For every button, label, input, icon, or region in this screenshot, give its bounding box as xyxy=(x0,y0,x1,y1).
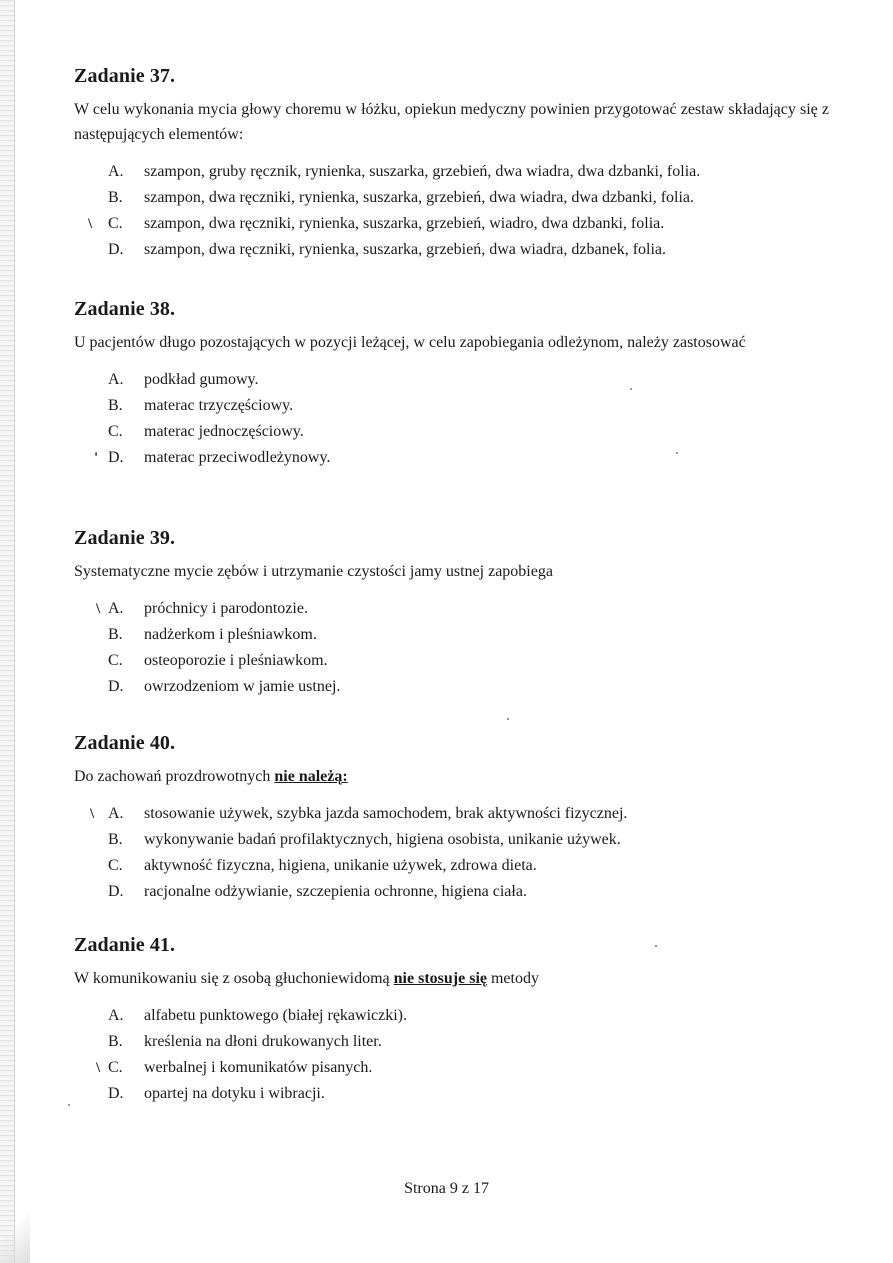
option-text: materac trzyczęściowy. xyxy=(144,397,294,414)
option-text: szampon, dwa ręczniki, rynienka, suszarka, grzebień, dwa wiadra, dwa dzbanki, folia. xyxy=(144,189,695,206)
option-letter: B. xyxy=(108,831,123,848)
task-stem xyxy=(74,764,829,789)
option-c xyxy=(74,1055,829,1081)
option-text: szampon, dwa ręczniki, rynienka, suszarka, grzebień, dwa wiadra, dzbanek, folia. xyxy=(144,241,667,258)
scan-speck xyxy=(655,945,657,947)
option-letter: A. xyxy=(108,805,124,822)
option-text: aktywność fizyczna, higiena, unikanie używek, zdrowa dieta. xyxy=(144,857,537,874)
stem-text: Do zachowań prozdrowotnych xyxy=(74,768,275,785)
option-a xyxy=(74,159,829,185)
option-text: wykonywanie badań profilaktycznych, higiena osobista, unikanie używek. xyxy=(144,831,621,848)
task-stem: Systematyczne mycie zębów i utrzymanie czystości jamy ustnej zapobiega xyxy=(74,563,553,580)
task-title: Zadanie 38. xyxy=(74,298,176,320)
stem-emphasis: nie stosuje się xyxy=(393,970,487,987)
option-text: kreślenia na dłoni drukowanych liter. xyxy=(144,1033,382,1050)
option-text: stosowanie używek, szybka jazda samochodem, brak aktywności fizycznej. xyxy=(144,805,628,822)
answer-tick-mark: \ xyxy=(88,216,93,232)
option-letter: B. xyxy=(108,1033,123,1050)
task-title: Zadanie 37. xyxy=(74,65,176,87)
option-letter: D. xyxy=(108,241,124,258)
option-d xyxy=(74,445,829,471)
scan-speck xyxy=(507,718,509,720)
option-text: próchnicy i parodontozie. xyxy=(144,600,308,617)
option-text: alfabetu punktowego (białej rękawiczki). xyxy=(144,1007,407,1024)
answer-tick-mark: ' xyxy=(94,450,99,466)
option-c xyxy=(74,853,829,879)
task-38 xyxy=(74,297,829,471)
option-letter: A. xyxy=(108,371,124,388)
answer-options xyxy=(74,367,829,471)
option-letter: A. xyxy=(108,1007,124,1024)
option-letter: B. xyxy=(108,189,123,206)
answer-options xyxy=(74,159,829,263)
option-text: owrzodzeniom w jamie ustnej. xyxy=(144,678,341,695)
option-letter: C. xyxy=(108,423,123,440)
page-footer: Strona 9 z 17 xyxy=(404,1180,489,1197)
task-37 xyxy=(74,64,829,263)
option-text: nadżerkom i pleśniawkom. xyxy=(144,626,317,643)
task-stem: W celu wykonania mycia głowy choremu w łóżku, opiekun medyczny powinien przygotować zestaw składający się z następujących elementów: xyxy=(74,101,829,143)
task-title: Zadanie 39. xyxy=(74,527,176,549)
option-d xyxy=(74,674,829,700)
option-text: werbalnej i komunikatów pisanych. xyxy=(144,1059,373,1076)
option-c xyxy=(74,419,829,445)
option-a xyxy=(74,367,829,393)
answer-options xyxy=(74,801,829,905)
option-text: materac przeciwodleżynowy. xyxy=(144,449,331,466)
scan-edge xyxy=(0,0,15,1263)
option-letter: D. xyxy=(108,1085,124,1102)
option-d xyxy=(74,237,829,263)
option-letter: B. xyxy=(108,626,123,643)
option-letter: D. xyxy=(108,883,124,900)
option-a xyxy=(74,1003,829,1029)
option-text: materac jednoczęściowy. xyxy=(144,423,304,440)
option-letter: C. xyxy=(108,652,123,669)
scan-edge-shadow xyxy=(0,1203,30,1263)
scan-speck xyxy=(630,388,632,390)
option-letter: C. xyxy=(108,857,123,874)
option-text: osteoporozie i pleśniawkom. xyxy=(144,652,328,669)
option-letter: A. xyxy=(108,600,124,617)
task-stem xyxy=(74,966,829,991)
option-text: racjonalne odżywianie, szczepienia ochronne, higiena ciała. xyxy=(144,883,527,900)
option-b xyxy=(74,185,829,211)
stem-emphasis: nie należą: xyxy=(274,768,348,785)
option-text: opartej na dotyku i wibracji. xyxy=(144,1085,325,1102)
option-text: podkład gumowy. xyxy=(144,371,259,388)
option-d xyxy=(74,879,829,905)
task-39 xyxy=(74,526,829,700)
option-letter: C. xyxy=(108,1059,123,1076)
scan-speck xyxy=(676,452,678,454)
answer-tick-mark: \ xyxy=(90,806,95,822)
stem-text-end: metody xyxy=(486,970,539,987)
option-b xyxy=(74,622,829,648)
answer-options xyxy=(74,1003,829,1107)
option-b xyxy=(74,393,829,419)
answer-tick-mark: \ xyxy=(96,1060,101,1076)
answer-tick-mark: \ xyxy=(96,601,101,617)
task-40 xyxy=(74,731,829,905)
option-letter: D. xyxy=(108,449,124,466)
option-a xyxy=(74,596,829,622)
option-d xyxy=(74,1081,829,1107)
option-text: szampon, dwa ręczniki, rynienka, suszarka, grzebień, wiadro, dwa dzbanki, folia. xyxy=(144,215,665,232)
option-letter: B. xyxy=(108,397,123,414)
answer-options xyxy=(74,596,829,700)
option-b xyxy=(74,827,829,853)
option-a xyxy=(74,801,829,827)
scan-speck xyxy=(68,1104,70,1106)
task-title: Zadanie 41. xyxy=(74,934,176,956)
option-text: szampon, gruby ręcznik, rynienka, suszarka, grzebień, dwa wiadra, dwa dzbanki, folia. xyxy=(144,163,701,180)
task-stem: U pacjentów długo pozostających w pozycji leżącej, w celu zapobiegania odleżynom, należy zastosować xyxy=(74,334,746,351)
option-c xyxy=(74,648,829,674)
option-c xyxy=(74,211,829,237)
task-title: Zadanie 40. xyxy=(74,732,176,754)
option-letter: A. xyxy=(108,163,124,180)
task-41 xyxy=(74,933,829,1107)
option-letter: C. xyxy=(108,215,123,232)
option-b xyxy=(74,1029,829,1055)
option-letter: D. xyxy=(108,678,124,695)
stem-text: W komunikowaniu się z osobą głuchoniewidomą xyxy=(74,970,394,987)
